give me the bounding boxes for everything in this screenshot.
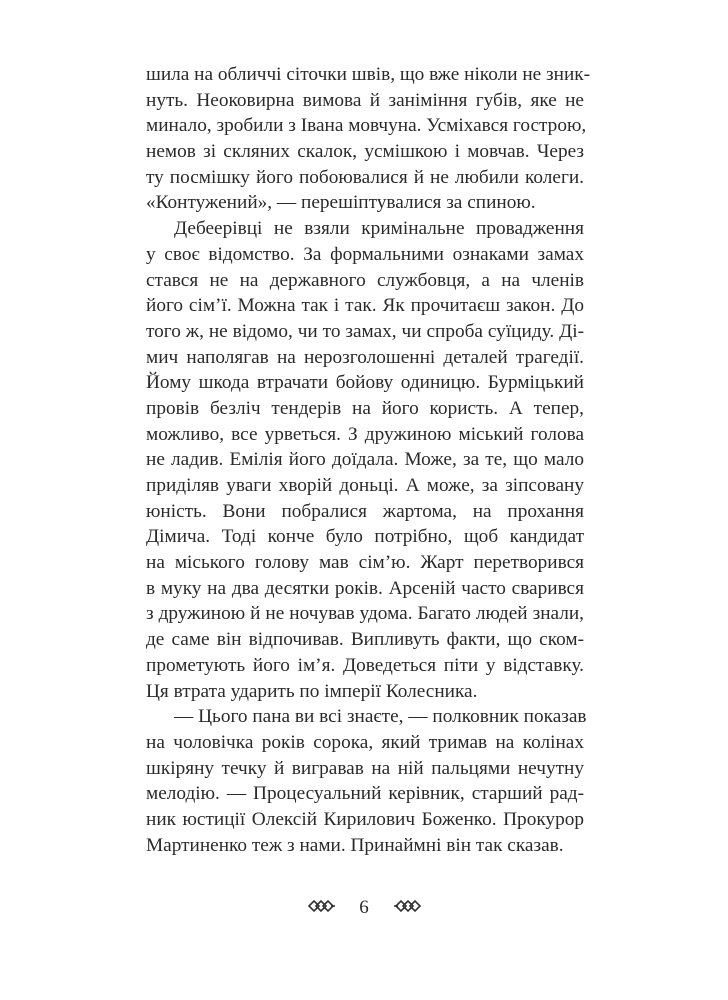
text-line: мич наполягав на нерозголошенні деталей трагедії. <box>146 346 584 368</box>
text-line: в муку на два десятки років. Арсеній часто сварився <box>146 577 584 599</box>
text-line: того ж, не відомо, чи то замах, чи спроба суїциду. Ді- <box>146 320 584 342</box>
text-line: приділяв уваги хворій доньці. А може, за зіпсовану <box>146 475 584 496</box>
body-text <box>146 62 591 858</box>
page-number: 6 <box>359 896 369 918</box>
knot-ornament-icon <box>289 897 355 919</box>
text-line: його сім’ї. Можна так і так. Як прочитаєш закон. До <box>146 295 584 317</box>
text-line: Ця втрата ударить по імперії Колесника. <box>146 680 478 702</box>
text-line: минало, зробили з Івана мовчуна. Усміхався гострою, <box>146 115 587 137</box>
text-line: нуть. Неоковирна вимова й заніміння губів, яке не <box>146 89 584 111</box>
text-line: Дімича. Тоді конче було потрібно, щоб кандидат <box>146 526 584 548</box>
text-line: шкіряну течку й вигравав на ній пальцями нечутну <box>146 757 584 779</box>
text-line: Йому шкода втрачати бойову одиницю. Бурміцький <box>146 372 584 394</box>
page-footer <box>0 896 728 919</box>
text-line: прометують його ім’я. Доведеться піти у відставку. <box>146 654 584 676</box>
text-line: можливо, все урветься. З дружиною міський голова <box>146 423 584 445</box>
text-line: стався не на державного службовця, а на членів <box>146 269 584 291</box>
text-line: на міського голову мав сім’ю. Жарт перетворився <box>146 552 584 574</box>
text-line: Дебеерівці не взяли кримінальне провадження <box>174 218 584 240</box>
text-line: «Контужений», — перешіптувалися за спиною. <box>146 192 536 214</box>
text-line: Мартиненко теж з нами. Принаймні він так сказав. <box>146 834 564 856</box>
text-line: на чоловічка років сорока, який тримав на колінах <box>146 731 584 753</box>
text-line: не ладив. Емілія його доїдала. Може, за те, що мало <box>146 449 584 471</box>
text-line: провів безліч тендерів на його користь. А тепер, <box>146 397 584 419</box>
text-line: мелодію. — Процесуальний керівник, старший рад- <box>146 783 584 805</box>
text-line: немов зі скляних скалок, усмішкою і мовчав. Через <box>146 141 584 163</box>
text-line: юність. Вони побралися жартома, на прохання <box>146 500 584 522</box>
text-line: шила на обличчі сіточки швів, що вже ніколи не зник- <box>146 64 591 85</box>
text-line: де саме він відпочивав. Випливуть факти, що ском- <box>146 629 584 651</box>
text-line: у своє відомство. За формальними ознаками замах <box>146 243 584 265</box>
text-line: — Цього пана ви всі знаєте, — полковник показав <box>174 706 587 728</box>
text-line: з дружиною й не ночував удома. Багато людей знали, <box>146 603 584 625</box>
knot-ornament-icon <box>374 897 440 919</box>
text-line: ник юстиції Олексій Кирилович Боженко. Прокурор <box>146 808 584 830</box>
text-line: ту посмішку його побоювалися й не любили колеги. <box>146 166 584 188</box>
